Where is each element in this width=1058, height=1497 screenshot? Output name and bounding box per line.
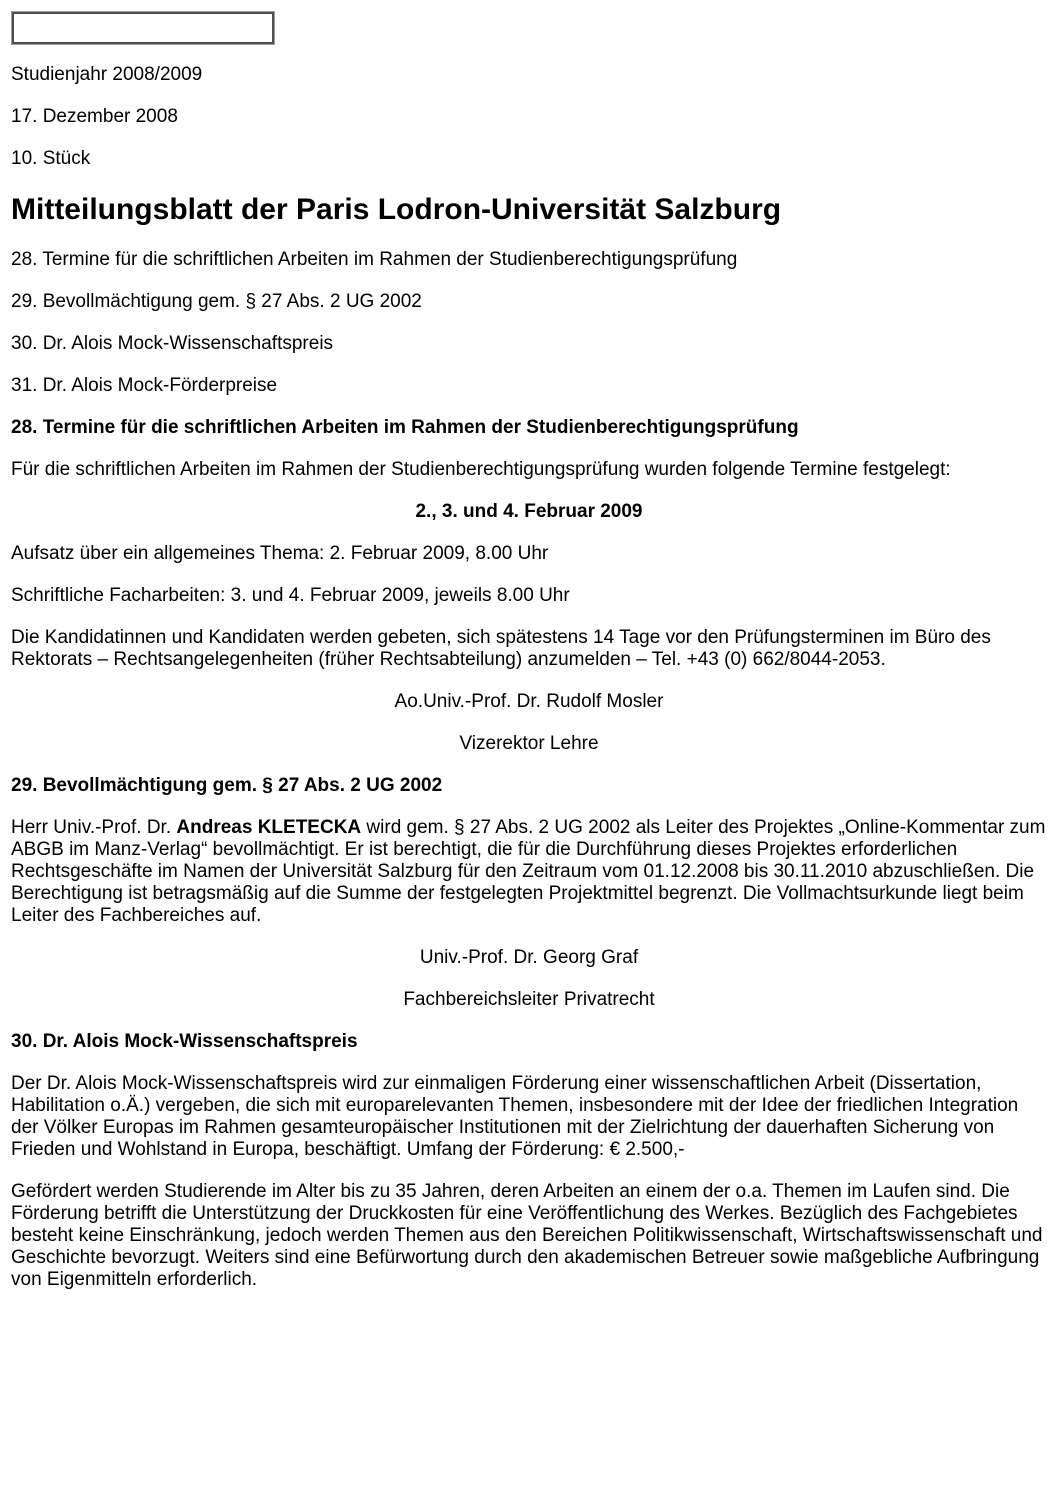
- page-title: Mitteilungsblatt der Paris Lodron-Universität Salzburg: [11, 193, 782, 226]
- section-28-signature-name: Ao.Univ.-Prof. Dr. Rudolf Mosler: [394, 691, 664, 712]
- toc-item-29: 29. Bevollmächtigung gem. § 27 Abs. 2 UG 2002: [11, 291, 422, 312]
- section-30-paragraph-2: Gefördert werden Studierende im Alter bis zu 35 Jahren, deren Arbeiten an einem der o.a. Themen im Laufen sind. Die Förderung betrifft die Unterstützung der Druckkosten für eine Veröffentlichung des Werkes. Bezüglich des Fachgebietes besteht keine Einschränkung, jedoch werden Themen aus den Bereichen Politikwissenschaft, Wirtschaftswissenschaft und Geschichte bevorzugt. Weiters sind eine Befürwortung durch den akademischen Betreuer sowie maßgebliche Aufbringung von Eigenmitteln erforderlich.: [11, 1181, 1043, 1290]
- section-30-paragraph-1: Der Dr. Alois Mock-Wissenschaftspreis wird zur einmaligen Förderung einer wissenschaftlichen Arbeit (Dissertation, Habilitation o.Ä.) vergeben, die sich mit europarelevanten Themen, insbesondere mit der Idee der friedlichen Integration der Völker Europas im Rahmen gesamteuropäischer Institutionen mit der Zielrichtung der dauerhaften Sicherung von Frieden und Wohlstand in Europa, beschäftigt. Umfang der Förderung: € 2.500,-: [11, 1073, 1019, 1160]
- section-29-body-before: Herr Univ.-Prof. Dr.: [11, 817, 177, 838]
- section-28-signature-role: Vizerektor Lehre: [459, 733, 599, 754]
- toc-item-30: 30. Dr. Alois Mock-Wissenschaftspreis: [11, 333, 334, 354]
- section-29-heading: 29. Bevollmächtigung gem. § 27 Abs. 2 UG 2002: [11, 775, 443, 796]
- section-28-registration: Die Kandidatinnen und Kandidaten werden gebeten, sich spätestens 14 Tage vor den Prüfungsterminen im Büro des Rektorats – Rechtsangelegenheiten (früher Rechtsabteilung) anzumelden – Tel. +43 (0) 662/8044-2053.: [11, 627, 991, 670]
- section-28-heading: 28. Termine für die schriftlichen Arbeiten im Rahmen der Studienberechtigungsprüfung: [11, 417, 799, 438]
- studienjahr-line: Studienjahr 2008/2009: [11, 64, 203, 85]
- empty-text-input[interactable]: [12, 12, 274, 44]
- issue-date-line: 17. Dezember 2008: [11, 106, 178, 127]
- toc-item-31: 31. Dr. Alois Mock-Förderpreise: [11, 375, 278, 396]
- section-29-body: [11, 817, 1047, 927]
- section-29-signature-name: Univ.-Prof. Dr. Georg Graf: [419, 947, 639, 968]
- section-29-signature-role: Fachbereichsleiter Privatrecht: [403, 989, 655, 1010]
- section-28-exam-dates: 2., 3. und 4. Februar 2009: [415, 501, 643, 522]
- section-29-body-bold-name: Andreas KLETECKA: [176, 817, 362, 838]
- section-30-heading: 30. Dr. Alois Mock-Wissenschaftspreis: [11, 1031, 358, 1052]
- section-28-essay-line: Aufsatz über ein allgemeines Thema: 2. Februar 2009, 8.00 Uhr: [11, 543, 549, 564]
- toc-item-28: 28. Termine für die schriftlichen Arbeiten im Rahmen der Studienberechtigungsprüfung: [11, 249, 738, 270]
- issue-number-line: 10. Stück: [11, 148, 91, 169]
- section-28-intro: Für die schriftlichen Arbeiten im Rahmen der Studienberechtigungsprüfung wurden folgende Termine festgelegt:: [11, 459, 951, 480]
- section-28-papers-line: Schriftliche Facharbeiten: 3. und 4. Februar 2009, jeweils 8.00 Uhr: [11, 585, 570, 606]
- section-29-body-after: wird gem. § 27 Abs. 2 UG 2002 als Leiter des Projektes „Online-Kommentar zum ABGB im Manz-Verlag“ bevollmächtigt. Er ist berechtigt, die für die Durchführung dieses Projektes erforderlichen Rechtsgeschäfte im Namen der Universität Salzburg für den Zeitraum vom 01.12.2008 bis 30.11.2010 abzuschließen. Die Berechtigung ist betragsmäßig auf die Summe der festgelegten Projektmittel begrenzt. Die Vollmachtsurkunde liegt beim Leiter des Fachbereiches auf.: [11, 817, 1046, 926]
